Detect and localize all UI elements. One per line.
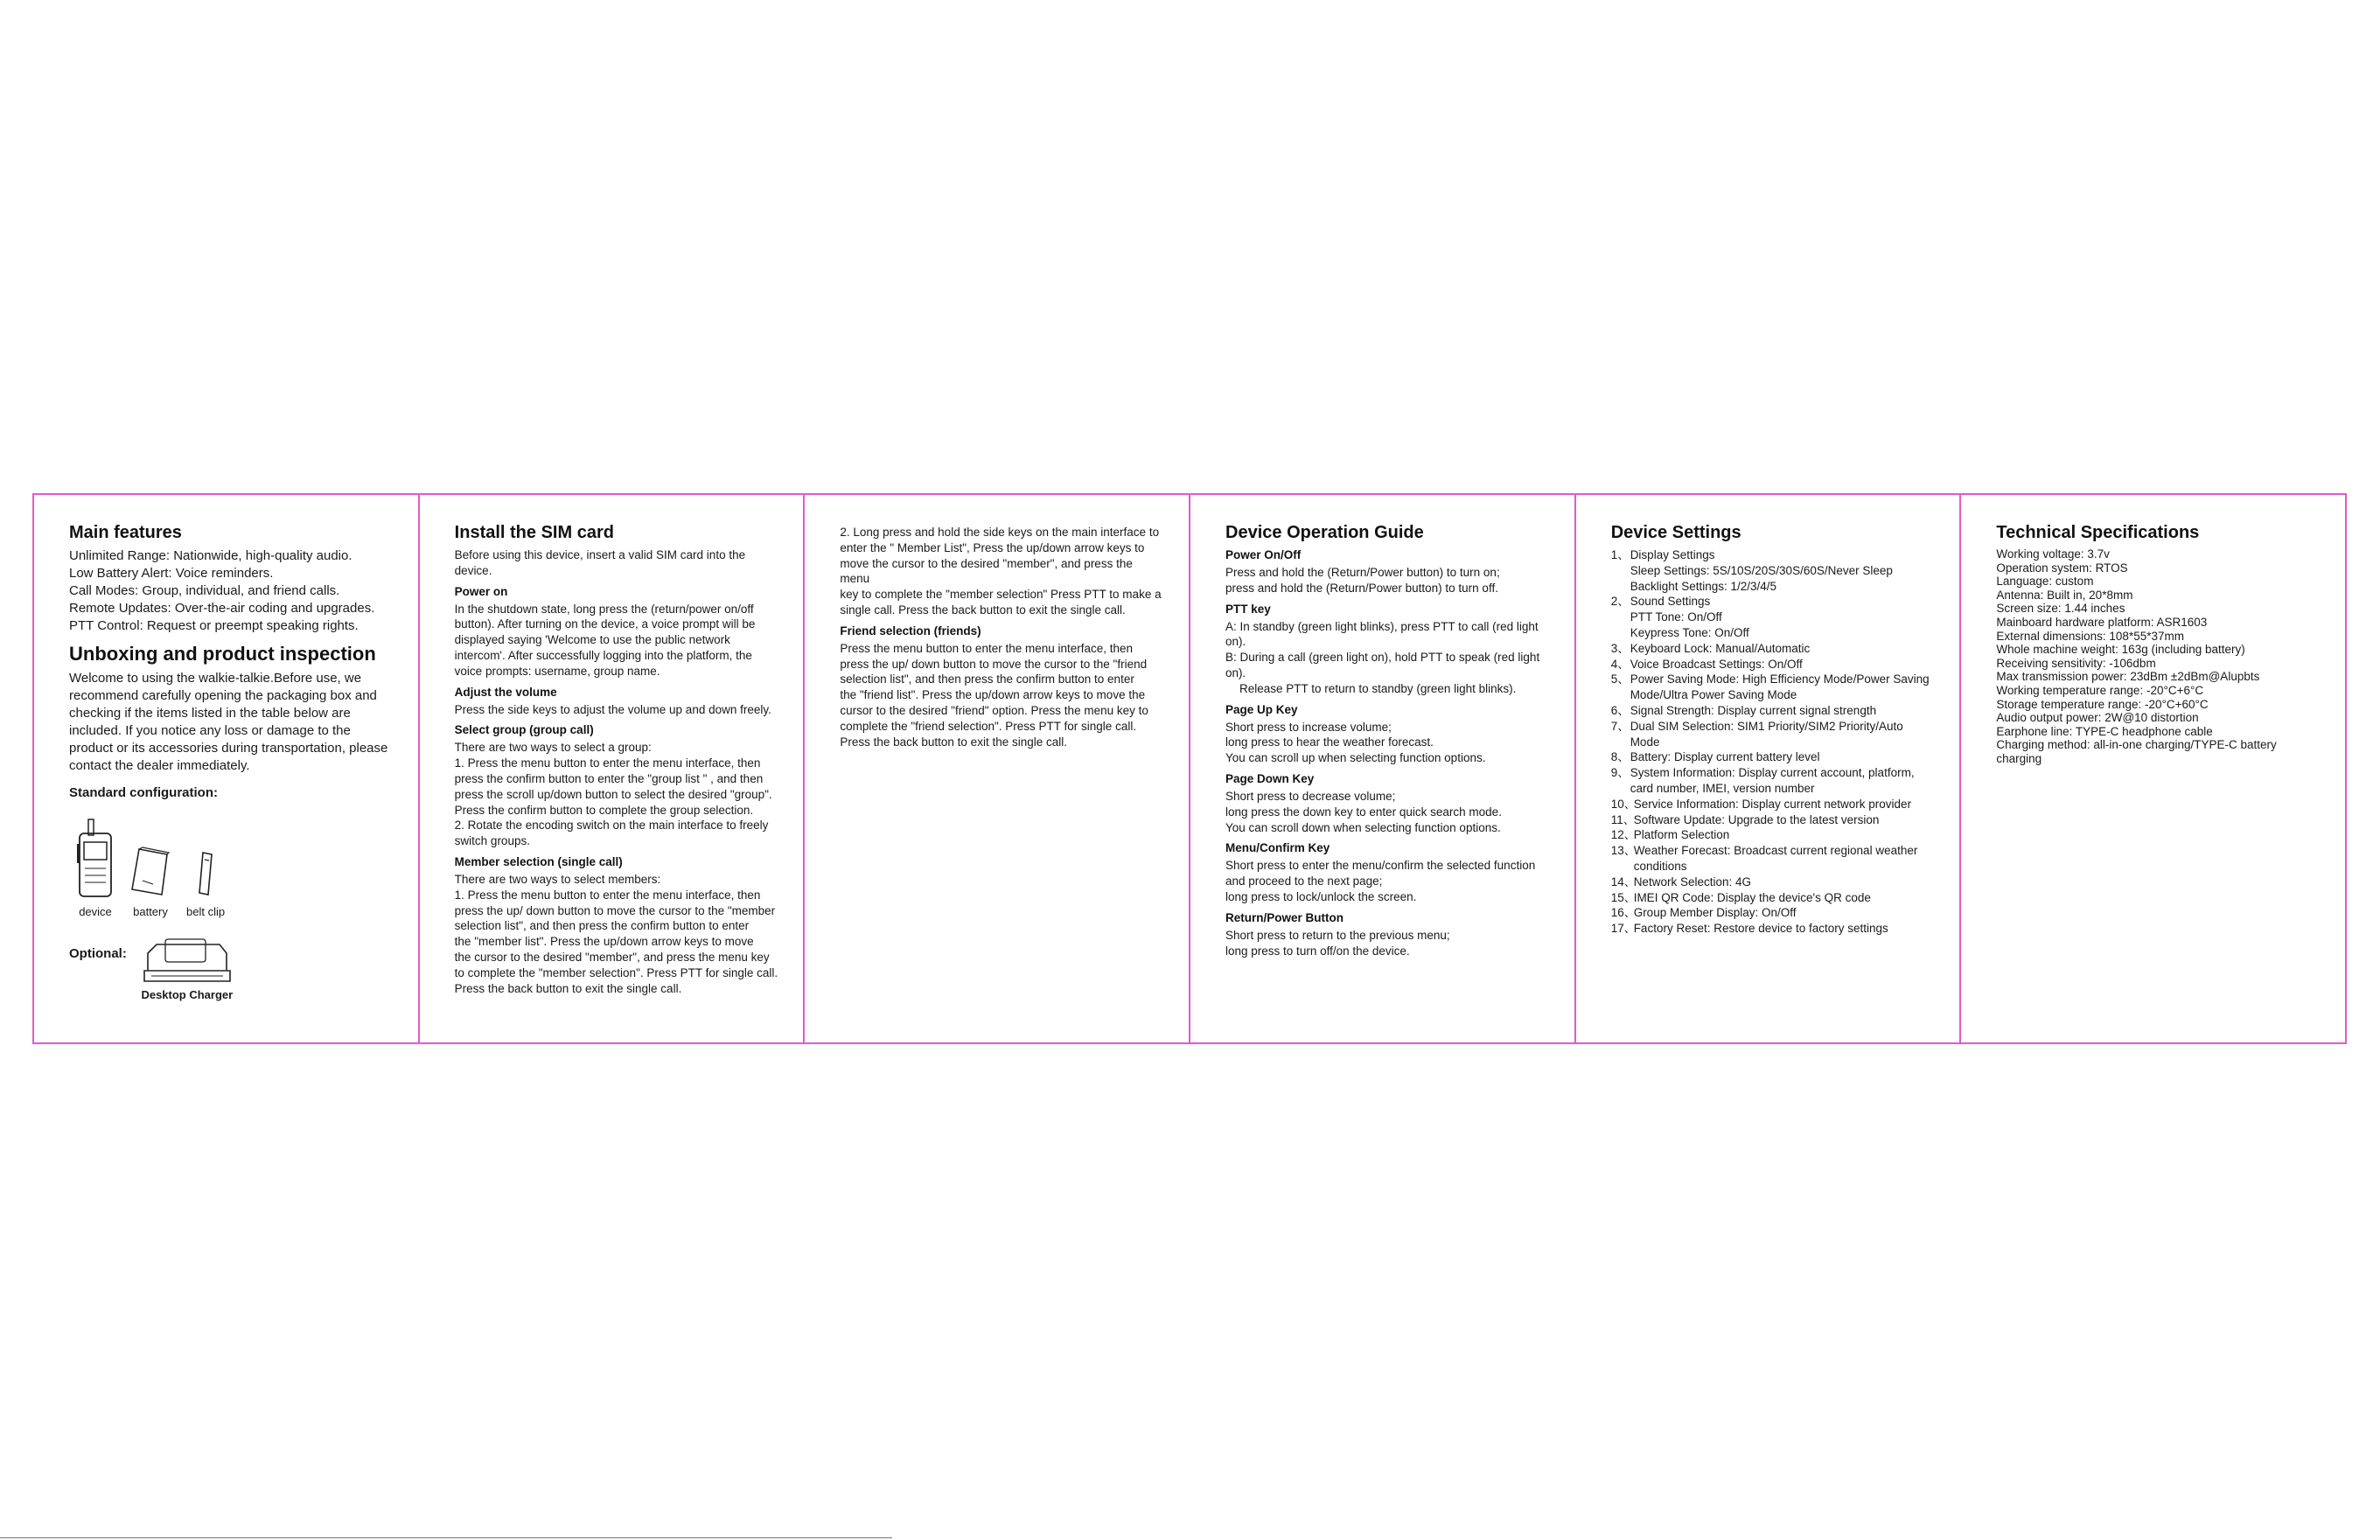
settings-line: Factory Reset: Restore device to factory settings: [1633, 922, 1888, 936]
friend-line: complete the "friend selection". Press PTT for single call.: [840, 719, 1137, 733]
heading-page-down: Page Down Key: [1225, 771, 1315, 785]
settings-item: [1611, 749, 1936, 765]
settings-number: 12、: [1610, 828, 1637, 842]
unboxing-text: [69, 670, 394, 775]
feature-line: Low Battery Alert: Voice reminders.: [69, 566, 274, 581]
settings-line: Platform Selection: [1633, 828, 1730, 842]
pageup-line: Short press to increase volume;: [1225, 720, 1392, 734]
heading-member-selection: Member selection (single call): [454, 854, 623, 868]
panel-operation-guide: [1189, 495, 1574, 1042]
settings-line: Software Update: Upgrade to the latest version: [1633, 812, 1880, 826]
intro-line: Before using this device, insert a valid SIM card into the: [454, 548, 746, 561]
member-line: press the up/ down button to move the cursor to the "member: [454, 903, 776, 917]
member-cont-line: enter the " Member List", Press the up/down arrow keys to: [840, 540, 1145, 554]
member-cont-line: single call. Press the back button to exit the single call.: [840, 603, 1126, 617]
unboxing-line: recommend carefully opening the packaging box and: [69, 688, 377, 703]
member-line: selection list", and then press the confirm button to enter: [454, 919, 750, 933]
feature-line: Unlimited Range: Nationwide, high-quality audio.: [69, 548, 352, 563]
settings-number: 2、: [1610, 595, 1630, 609]
unboxing-line: contact the dealer immediately.: [69, 758, 250, 773]
features-list: [69, 547, 394, 635]
heading-power-on: Power on: [454, 584, 508, 598]
settings-line: Keypress Tone: On/Off: [1630, 625, 1749, 639]
spec-line: Antenna: Built in, 20*8mm: [1996, 588, 2133, 602]
spec-line: Max transmission power: 23dBm ±2dBm@Alupbts: [1996, 670, 2260, 684]
page-footer-rule: [0, 1537, 892, 1538]
desktop-charger-item: [139, 937, 235, 1001]
settings-number: 7、: [1610, 719, 1630, 733]
friend-line: selection list", and then press the confirm button to enter: [840, 672, 1134, 686]
settings-item: [1611, 797, 1936, 812]
heading-menu-confirm: Menu/Confirm Key: [1225, 841, 1330, 855]
group-line: 2. Rotate the encoding switch on the main interface to freely: [454, 819, 769, 833]
settings-item: [1611, 547, 1936, 594]
settings-line: Network Selection: 4G: [1633, 875, 1751, 888]
pageup-line: long press to hear the weather forecast.: [1225, 735, 1434, 749]
heading-power-onoff: Power On/Off: [1225, 548, 1302, 561]
settings-item: [1611, 657, 1936, 672]
pagedown-line: long press the down key to enter quick search mode.: [1225, 805, 1502, 819]
settings-item: [1611, 905, 1936, 921]
settings-line: Mode/Ultra Power Saving Mode: [1630, 688, 1797, 702]
unboxing-line: Welcome to using the walkie-talkie.Before use, we: [69, 671, 362, 686]
ptt-line: A: In standby (green light blinks), press PTT to call (red light on).: [1225, 619, 1539, 649]
settings-number: 8、: [1610, 750, 1630, 764]
settings-list: [1611, 547, 1936, 937]
spec-line: Working temperature range: -20°C+6°C: [1996, 683, 2204, 697]
belt-clip-icon: [192, 849, 219, 898]
battery-icon: [127, 846, 174, 898]
power-on-line: button). After turning on the device, a voice prompt will be: [454, 617, 756, 631]
intro-line: device.: [454, 563, 492, 577]
group-line: press the scroll up/down button to select the desired "group".: [454, 787, 772, 801]
settings-line: Group Member Display: On/Off: [1633, 906, 1797, 920]
power-line: press and hold the (Return/Power button) to turn off.: [1225, 581, 1498, 595]
desktop-charger-caption: Desktop Charger: [141, 988, 234, 1001]
standard-config-label: Standard configuration:: [69, 785, 218, 800]
panel-technical-specifications: [1959, 495, 2345, 1042]
member-line: the cursor to the desired "member", and press the menu key: [454, 950, 770, 964]
settings-number: 4、: [1610, 657, 1630, 671]
settings-number: 16、: [1610, 906, 1637, 920]
settings-line: Sound Settings: [1630, 595, 1711, 609]
menu-line: Short press to enter the menu/confirm the selected function: [1225, 859, 1536, 873]
spec-line: Storage temperature range: -20°C+60°C: [1996, 697, 2209, 711]
spec-line: External dimensions: 108*55*37mm: [1996, 629, 2184, 643]
settings-item: [1611, 594, 1936, 640]
friend-line: Press the menu button to enter the menu interface, then: [840, 641, 1134, 655]
battery-item: [127, 846, 174, 918]
manual-sheet: [32, 493, 2347, 1044]
heading-select-group: Select group (group call): [454, 723, 594, 737]
feature-line: Call Modes: Group, individual, and friend calls.: [69, 583, 340, 598]
spec-line: Receiving sensitivity: -106dbm: [1996, 656, 2156, 670]
member-line: 1. Press the menu button to enter the menu interface, then: [454, 888, 761, 902]
battery-caption: battery: [133, 905, 168, 918]
unboxing-line: included. If you notice any loss or damage to the: [69, 723, 351, 738]
settings-line: Signal Strength: Display current signal strength: [1630, 703, 1877, 717]
group-line: 1. Press the menu button to enter the menu interface, then: [454, 756, 761, 770]
heading-device-settings: Device Settings: [1610, 523, 1741, 542]
settings-item: [1611, 765, 1936, 797]
settings-line: Display Settings: [1630, 548, 1715, 561]
settings-line: Power Saving Mode: High Efficiency Mode/Power Saving: [1630, 672, 1930, 686]
settings-number: 1、: [1610, 548, 1630, 561]
member-line: There are two ways to select members:: [454, 872, 661, 886]
pagedown-line: Short press to decrease volume;: [1225, 789, 1396, 803]
settings-line: Battery: Display current battery level: [1630, 750, 1820, 764]
settings-line: Backlight Settings: 1/2/3/4/5: [1630, 579, 1777, 593]
settings-item: [1611, 827, 1936, 843]
group-line: press the confirm button to enter the "group list " , and then: [454, 771, 764, 785]
settings-number: 15、: [1610, 890, 1637, 904]
friend-line: Press the back button to exit the single call.: [840, 735, 1067, 749]
panel-member-friend: [803, 495, 1189, 1042]
feature-line: Remote Updates: Over-the-air coding and upgrades.: [69, 601, 375, 616]
spec-line: Language: custom: [1996, 575, 2094, 589]
settings-line: Weather Forecast: Broadcast current regional weather: [1633, 844, 1918, 858]
spec-line: Whole machine weight: 163g (including battery): [1996, 643, 2245, 657]
optional-section: [69, 937, 394, 1001]
heading-unboxing: Unboxing and product inspection: [69, 643, 376, 665]
volume-line: Press the side keys to adjust the volume up and down freely.: [454, 702, 771, 716]
group-line: switch groups.: [454, 834, 530, 848]
menu-line: long press to lock/unlock the screen.: [1225, 889, 1417, 903]
spec-line: Operation system: RTOS: [1996, 561, 2128, 575]
heading-main-features: Main features: [69, 523, 182, 542]
friend-line: the "friend list". Press the up/down arrow keys to move the: [840, 688, 1146, 702]
optional-label: Optional:: [69, 946, 127, 961]
return-line: Short press to return to the previous menu;: [1225, 928, 1450, 942]
device-caption: device: [79, 905, 112, 918]
settings-item: [1611, 672, 1936, 703]
settings-number: 11、: [1610, 812, 1636, 826]
settings-number: 3、: [1610, 641, 1630, 655]
settings-item: [1611, 812, 1936, 828]
spec-line: Working voltage: 3.7v: [1996, 547, 2110, 561]
settings-number: 13、: [1610, 844, 1637, 858]
standard-config-illustration: [76, 818, 394, 918]
belt-clip-caption: belt clip: [186, 905, 226, 918]
heading-adjust-volume: Adjust the volume: [454, 685, 557, 699]
heading-ptt-key: PTT key: [1225, 602, 1271, 616]
power-on-line: In the shutdown state, long press the (return/power on/off: [454, 602, 754, 616]
menu-line: and proceed to the next page;: [1225, 875, 1383, 888]
walkie-talkie-icon: [76, 818, 115, 898]
spec-line: Audio output power: 2W@10 distortion: [1996, 711, 2199, 725]
panel-main-features: [34, 495, 418, 1042]
heading-friend-selection: Friend selection (friends): [840, 624, 981, 638]
settings-number: 5、: [1610, 672, 1630, 686]
settings-item: [1611, 875, 1936, 890]
settings-number: 10、: [1610, 797, 1637, 811]
power-line: Press and hold the (Return/Power button) to turn on;: [1225, 566, 1500, 579]
member-line: Press the back button to exit the single call.: [454, 981, 682, 995]
settings-line: conditions: [1633, 859, 1687, 873]
settings-number: 14、: [1610, 875, 1637, 888]
settings-line: Voice Broadcast Settings: On/Off: [1630, 657, 1803, 671]
heading-return-power: Return/Power Button: [1225, 910, 1344, 924]
member-cont-line: move the cursor to the desired "member", and press the menu: [840, 556, 1133, 586]
pageup-line: You can scroll up when selecting function options.: [1225, 751, 1486, 765]
settings-line: Sleep Settings: 5S/10S/20S/30S/60S/Never Sleep: [1630, 563, 1893, 577]
spec-line: Earphone line: TYPE-C headphone cable: [1996, 724, 2213, 738]
power-on-line: intercom'. After successfully logging into the platform, the: [454, 648, 752, 662]
belt-clip-item: [186, 849, 225, 918]
heading-operation-guide: Device Operation Guide: [1225, 523, 1424, 542]
ptt-line: B: During a call (green light on), hold PTT to speak (red light on).: [1225, 651, 1540, 679]
power-on-line: displayed saying 'Welcome to use the public network: [454, 633, 730, 647]
settings-line: PTT Tone: On/Off: [1630, 610, 1722, 624]
settings-number: 17、: [1610, 922, 1637, 936]
spec-line: Mainboard hardware platform: ASR1603: [1996, 615, 2208, 629]
settings-item: [1611, 641, 1936, 657]
settings-line: Dual SIM Selection: SIM1 Priority/SIM2 Priority/Auto Mode: [1630, 719, 1903, 749]
group-line: There are two ways to select a group:: [454, 741, 652, 755]
heading-page-up: Page Up Key: [1225, 702, 1298, 716]
heading-install-sim: Install the SIM card: [454, 523, 614, 542]
spec-line: Charging method: all-in-one charging/TYPE-C battery charging: [1996, 738, 2277, 765]
power-on-line: voice prompts: username, group name.: [454, 664, 660, 678]
settings-line: card number, IMEI, version number: [1630, 781, 1815, 795]
heading-technical-specifications: Technical Specifications: [1996, 523, 2200, 542]
settings-number: 6、: [1610, 703, 1630, 717]
desktop-charger-icon: [139, 937, 235, 985]
device-item: [76, 818, 115, 918]
pagedown-line: You can scroll down when selecting function options.: [1225, 820, 1501, 834]
settings-item: [1611, 921, 1936, 937]
group-line: Press the confirm button to complete the group selection.: [454, 803, 754, 817]
settings-item: [1611, 719, 1936, 750]
panel-install-sim: [418, 495, 804, 1042]
spec-line: Screen size: 1.44 inches: [1996, 602, 2125, 616]
settings-line: System Information: Display current account, platform,: [1630, 766, 1915, 780]
panel-device-settings: [1574, 495, 1960, 1042]
settings-line: IMEI QR Code: Display the device's QR code: [1633, 890, 1871, 904]
settings-number: 9、: [1610, 766, 1630, 780]
unboxing-line: checking if the items listed in the table below are: [69, 706, 351, 721]
return-line: long press to turn off/on the device.: [1225, 944, 1410, 958]
unboxing-line: product or its accessories during transportation, please: [69, 741, 388, 756]
member-line: to complete the "member selection". Press PTT for single call.: [454, 965, 778, 979]
member-line: the "member list". Press the up/down arrow keys to move: [454, 935, 754, 949]
settings-item: [1611, 703, 1936, 719]
ptt-line: Release PTT to return to standby (green light blinks).: [1239, 681, 1517, 695]
settings-item: [1611, 890, 1936, 906]
feature-line: PTT Control: Request or preempt speaking rights.: [69, 618, 359, 633]
settings-line: Service Information: Display current network provider: [1633, 797, 1912, 811]
settings-item: [1611, 843, 1936, 875]
member-cont-line: key to complete the "member selection" Press PTT to make a: [840, 588, 1162, 602]
friend-line: cursor to the desired "friend" option. Press the menu key to: [840, 703, 1148, 717]
settings-line: Keyboard Lock: Manual/Automatic: [1630, 641, 1811, 655]
member-cont-line: 2. Long press and hold the side keys on the main interface to: [840, 526, 1160, 539]
friend-line: press the up/ down button to move the cursor to the "friend: [840, 657, 1148, 671]
